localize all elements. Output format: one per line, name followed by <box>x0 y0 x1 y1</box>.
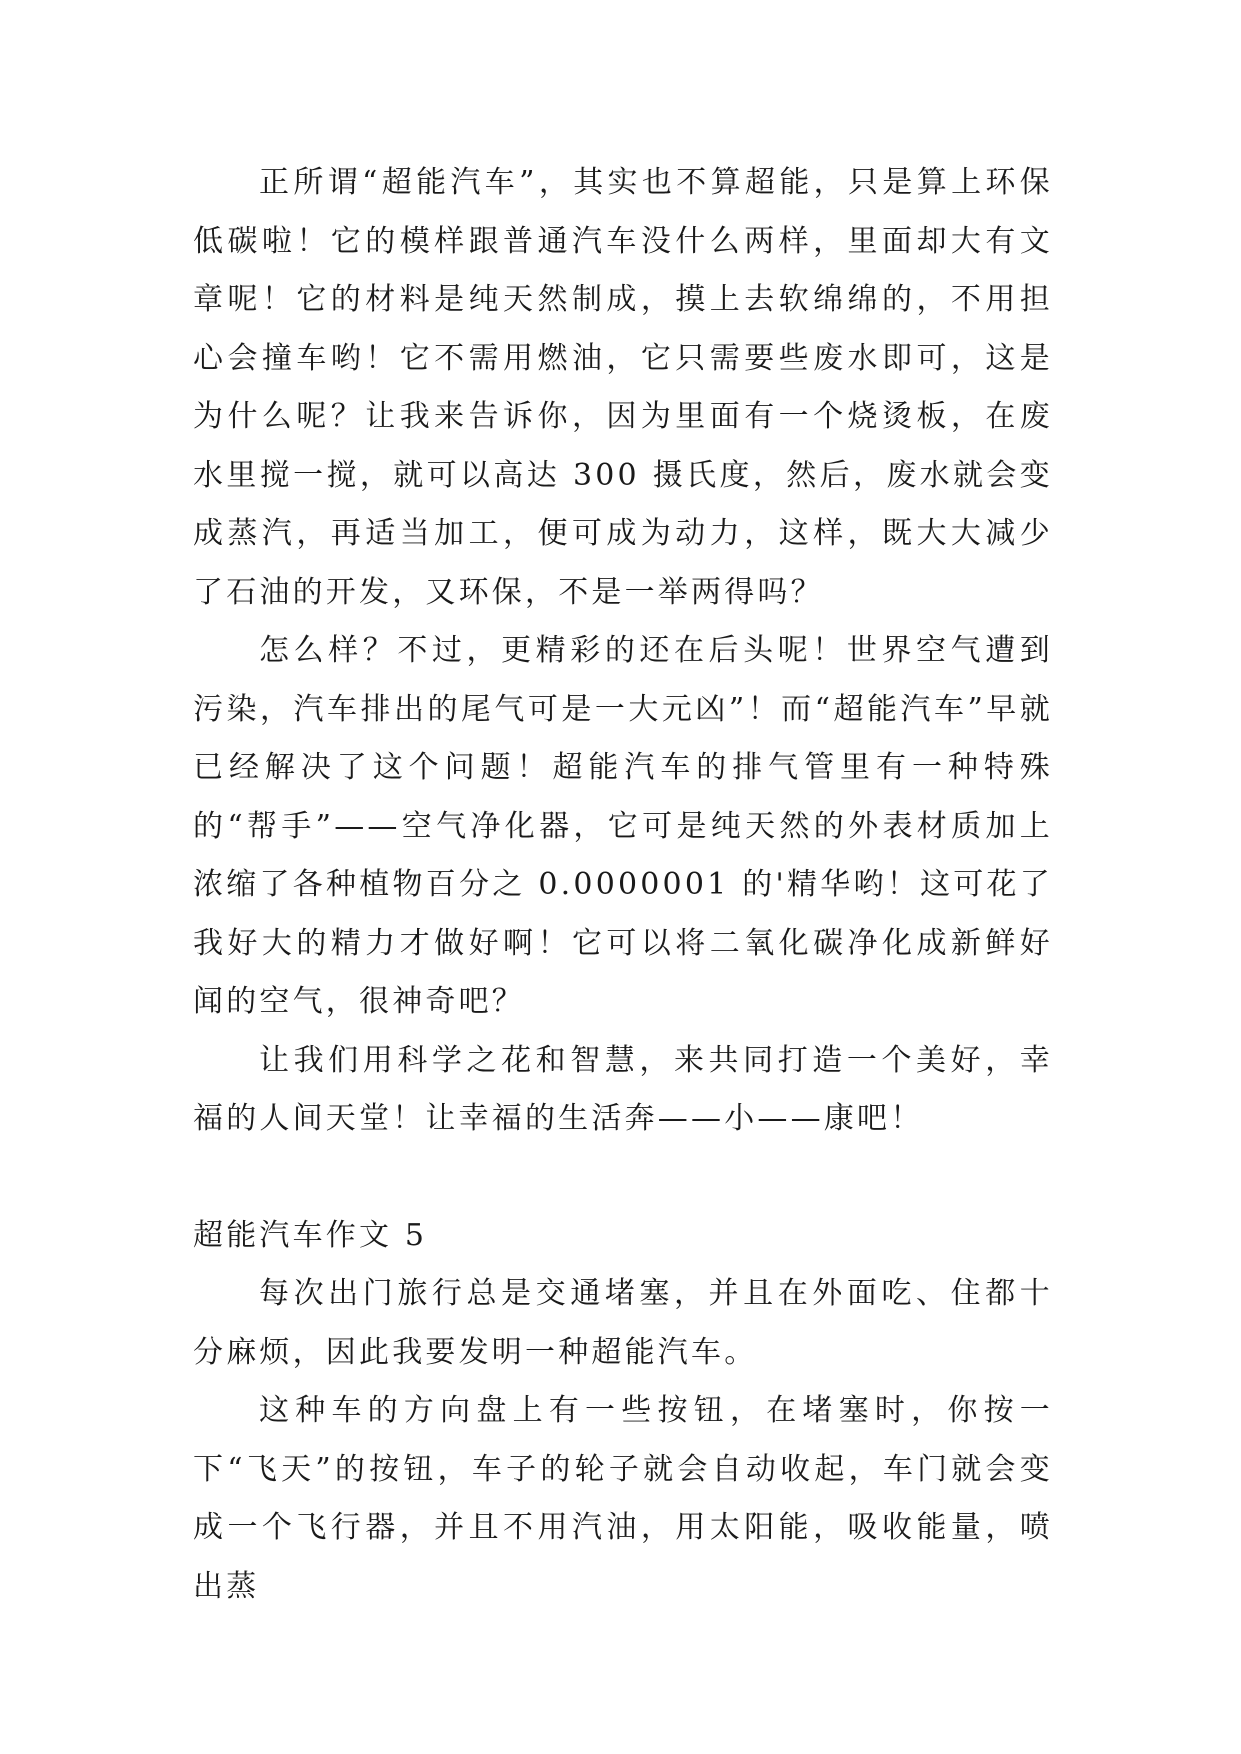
paragraph-steering-buttons: 这种车的方向盘上有一些按钮，在堵塞时，你按一下“飞天”的按钮，车子的轮子就会自动收起，车门就会变成一个飞行器，并且不用汽油，用太阳能，吸收能量，喷出蒸 <box>193 1393 1053 1604</box>
paragraph-fuel: 正所谓“超能汽车”，其实也不算超能，只是算上环保低碳啦！它的模样跟普通汽车没什么两样，里面却大有文章呢！它的材料是纯天然制成，摸上去软绵绵的，不用担心会撞车哟！它不需用燃油，它只需要些废水即可，这是为什么呢？让我来告诉你，因为里面有一个烧烫板，在废水里搅一搅，就可以高达 300 摄氏度，然后，废水就会变成蒸汽，再适当加工，便可成为动力，这样，既大大减少了石油的开发，又环保，不是一举两得吗？ <box>193 165 1053 610</box>
document-body <box>193 154 1053 1616</box>
section-title: 超能汽车作文 5 <box>193 1217 428 1253</box>
paragraph-air-purifier: 怎么样？不过，更精彩的还在后头呢！世界空气遭到污染，汽车排出的尾气可是一大元凶”！而“超能汽车”早就已经解决了这个问题！超能汽车的排气管里有一种特殊的“帮手”——空气净化器，它可是纯天然的外表材质加上浓缩了各种植物百分之 0.0000001 的'精华哟！这可花了我好大的精力才做好啊！它可以将二氧化碳净化成新鲜好闻的空气，很神奇吧？ <box>193 633 1053 1019</box>
paragraph-closing: 让我们用科学之花和智慧，来共同打造一个美好，幸福的人间天堂！让幸福的生活奔——小——康吧！ <box>193 1042 1053 1136</box>
paragraph-intro: 每次出门旅行总是交通堵塞，并且在外面吃、住都十分麻烦，因此我要发明一种超能汽车。 <box>193 1276 1053 1370</box>
